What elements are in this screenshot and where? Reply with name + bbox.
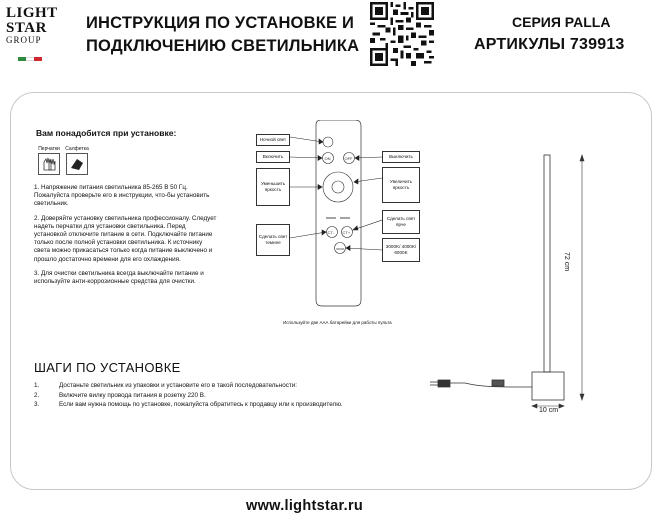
battery-note: Используйте две ААА батарейки для работы пульта bbox=[283, 320, 392, 325]
note-1: 1. Напряжение питания светильника 85-265 В 50 Гц. Пожалуйста проверьте его в инструкции, что-бы установить светильник. bbox=[34, 184, 210, 208]
off-label: OFF bbox=[344, 156, 353, 161]
website-link[interactable]: www.lightstar.ru bbox=[246, 498, 364, 514]
remote-body bbox=[316, 120, 361, 306]
power-cable bbox=[450, 383, 532, 387]
tool-gloves bbox=[34, 146, 64, 175]
cct-callout: 3000K/ 4000K/ 6000K bbox=[382, 238, 420, 262]
gloves-icon bbox=[38, 153, 60, 175]
plug-icon bbox=[438, 380, 450, 387]
note-2: 2. Доверяйте установку светильника профессионалу. Следует надеть перчатки для установки светильника. Перед установкой отключите питание в сети. Подключайте питание только после полной установки светильника. К источнику света можно прикасаться только когда питание выключено и прошло достаточно времени для его охлаждения. bbox=[34, 214, 217, 263]
tool-label: Салфетка bbox=[65, 146, 89, 152]
dim-darker-callout: Сделать свет темнее bbox=[256, 224, 290, 256]
list-item: 2. Включите вилку провода питания в розетку 220 В. bbox=[34, 391, 206, 399]
brighter-callout: Увеличить яркость bbox=[382, 167, 420, 203]
night-light-label: Ночной свет bbox=[256, 134, 290, 146]
night-button bbox=[323, 137, 333, 147]
ct1-label: CT- bbox=[327, 230, 334, 235]
on-label: ON bbox=[324, 156, 331, 161]
cct-button-label: 3000K bbox=[336, 247, 345, 251]
italian-flag-icon bbox=[18, 57, 42, 61]
note-3: 3. Для очистки светильника всегда выключайте питание и используйте анти-коррозионные средства для очистки. bbox=[34, 269, 204, 286]
list-item: 3. Если вам нужна помощь по установке, пожалуйста обратитесь к продавцу или к производителю. bbox=[34, 401, 343, 408]
light-brighter-callout: Сделать свет ярче bbox=[382, 210, 420, 234]
brand-logo bbox=[6, 6, 58, 45]
lamp-tube bbox=[544, 155, 550, 372]
tool-cloth bbox=[62, 146, 92, 175]
dim-down-callout: Уменьшить яркость bbox=[256, 168, 290, 206]
logo-line1: LIGHT bbox=[6, 5, 58, 21]
dimmer-center bbox=[332, 181, 344, 193]
height-dimension: 72 cm bbox=[563, 252, 570, 272]
cloth-icon bbox=[66, 153, 88, 175]
steps-title: ШАГИ ПО УСТАНОВКЕ bbox=[34, 360, 181, 375]
cable-switch bbox=[492, 380, 504, 386]
lamp-base bbox=[532, 372, 564, 400]
ct2-label: CT+ bbox=[342, 230, 351, 235]
tool-label: Перчатки bbox=[38, 146, 60, 152]
requirements-title: Вам понадобится при установке: bbox=[36, 128, 177, 138]
title-line2: ПОДКЛЮЧЕНИЮ СВЕТИЛЬНИКА bbox=[86, 37, 360, 55]
off-callout: Выключить bbox=[382, 151, 420, 163]
page-title bbox=[86, 12, 366, 58]
lamp-diagram bbox=[420, 140, 620, 420]
safety-notes bbox=[34, 184, 220, 292]
qr-code-icon bbox=[370, 2, 434, 66]
list-item: 1. Достаньте светильник из упаковки и установите его в такой последовательности: bbox=[34, 382, 297, 389]
series-name: СЕРИЯ PALLA bbox=[512, 14, 611, 30]
logo-line2: STAR bbox=[6, 20, 47, 36]
title-line1: ИНСТРУКЦИЯ ПО УСТАНОВКЕ И bbox=[86, 14, 355, 32]
on-callout: Включить bbox=[256, 151, 290, 163]
article-number: АРТИКУЛЫ 739913 bbox=[474, 36, 625, 53]
width-dimension: 10 cm bbox=[539, 407, 559, 414]
logo-line3: GROUP bbox=[6, 35, 42, 45]
steps-list bbox=[34, 381, 343, 410]
